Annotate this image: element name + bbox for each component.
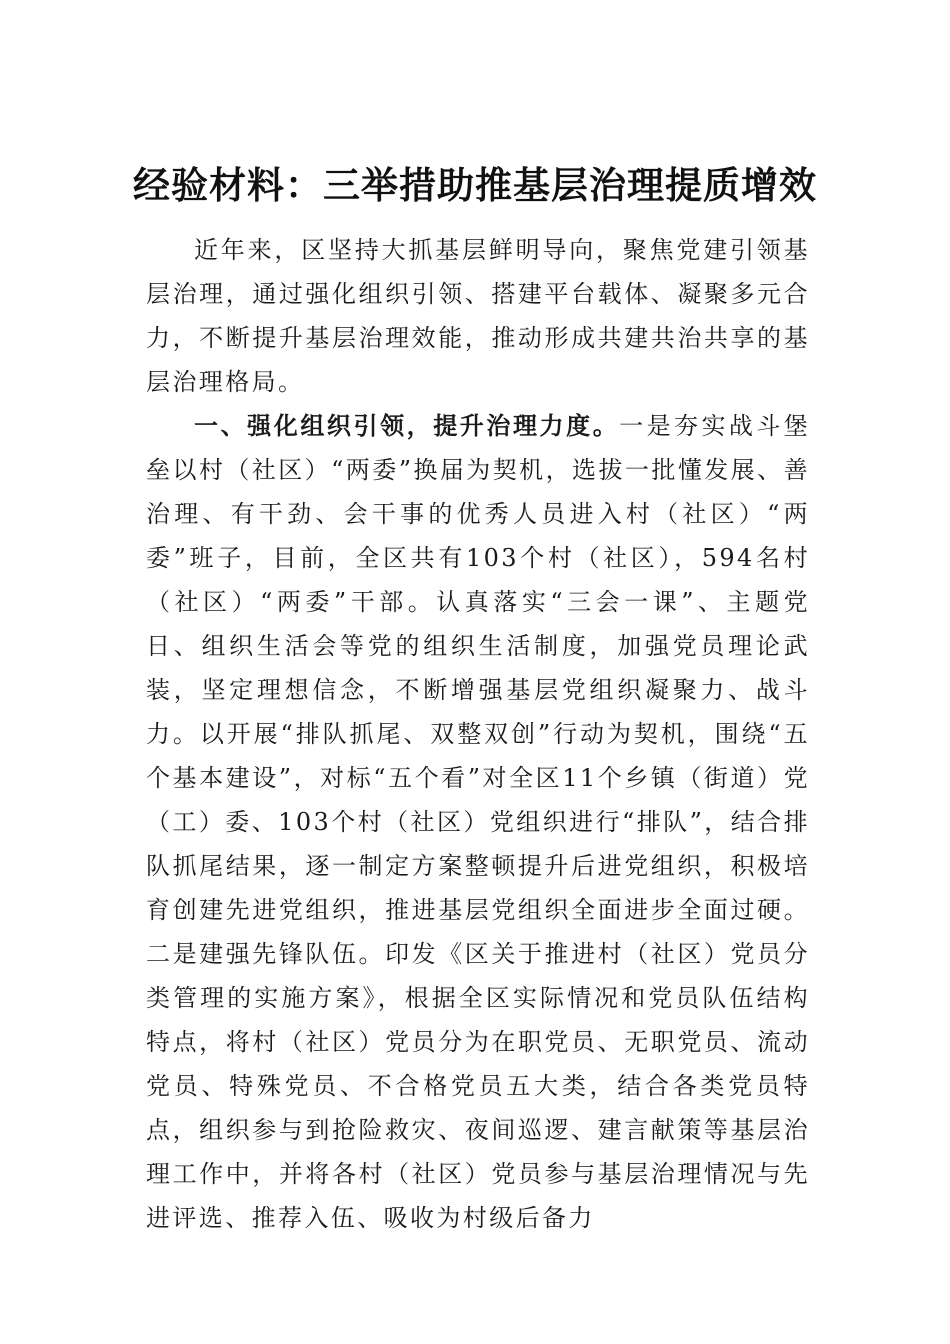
section-1-heading: 一、强化组织引领，提升治理力度。: [194, 412, 620, 440]
intro-paragraph: 近年来，区坚持大抓基层鲜明导向，聚焦党建引领基层治理，通过强化组织引领、搭建平台载体、凝聚多元合力，不断提升基层治理效能，推动形成共建共治共享的基层治理格局。: [146, 236, 810, 396]
section-1-paragraph: [146, 404, 810, 1240]
document-title: 经验材料：三举措助推基层治理提质增效: [133, 163, 817, 207]
document-body: [146, 228, 810, 1240]
section-1-text: 一是夯实战斗堡垒以村（社区）“两委”换届为契机，选拔一批懂发展、善治理、有干劲、会干事的优秀人员进入村（社区）“两委”班子，目前，全区共有103个村（社区），594名村（社区）“两委”干部。认真落实“三会一课”、主题党日、组织生活会等党的组织生活制度，加强党员理论武装，坚定理想信念，不断增强基层党组织凝聚力、战斗力。以开展“排队抓尾、双整双创”行动为契机，围绕“五个基本建设”，对标“五个看”对全区11个乡镇（街道）党（工）委、103个村（社区）党组织进行“排队”，结合排队抓尾结果，逐一制定方案整顿提升后进党组织，积极培育创建先进党组织，推进基层党组织全面进步全面过硬。二是建强先锋队伍。印发《区关于推进村（社区）党员分类管理的实施方案》，根据全区实际情况和党员队伍结构特点，将村（社区）党员分为在职党员、无职党员、流动党员、特殊党员、不合格党员五大类，结合各类党员特点，组织参与到抢险救灾、夜间巡逻、建言献策等基层治理工作中，并将各村（社区）党员参与基层治理情况与先进评选、推荐入伍、吸收为村级后备力: [146, 412, 810, 1232]
